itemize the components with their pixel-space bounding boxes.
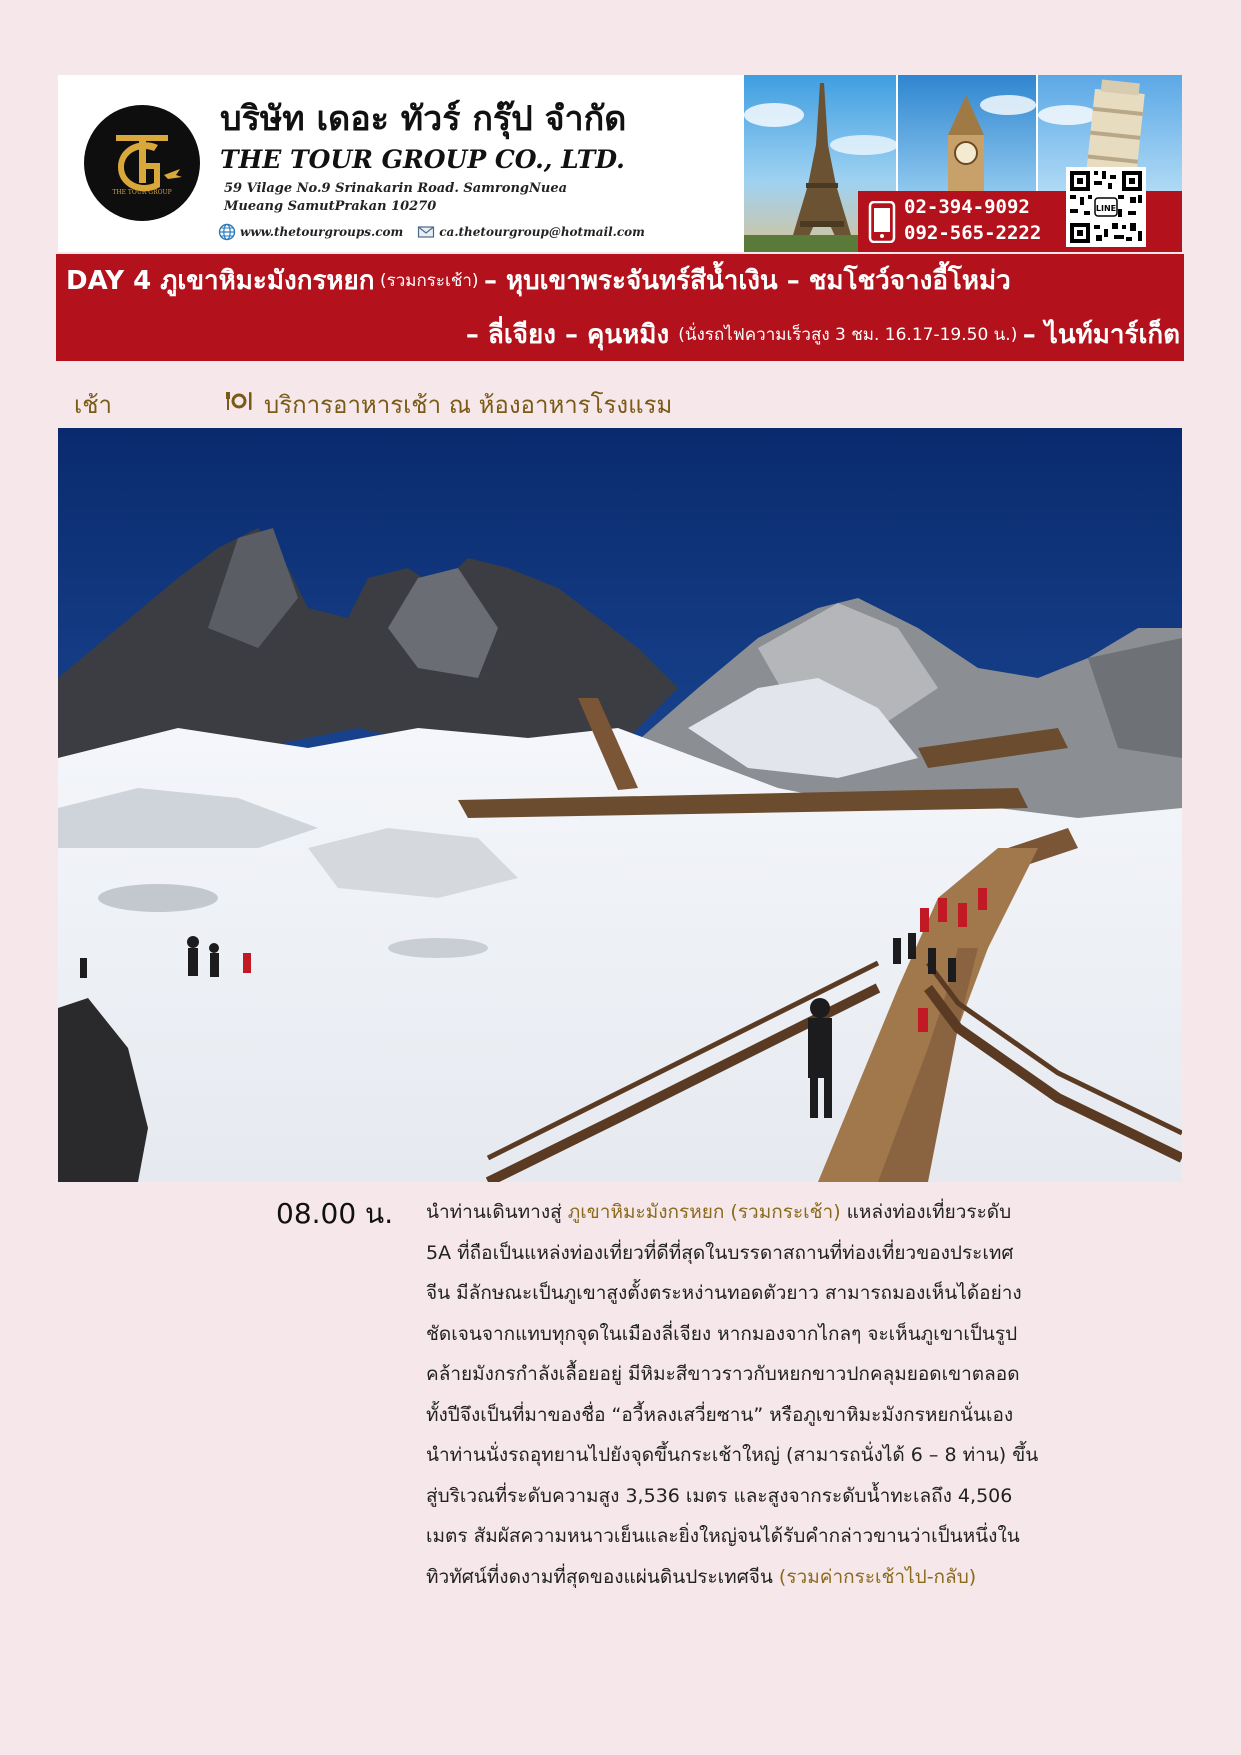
desc-line-3: จีน มีลักษณะเป็นภูเขาสูงตั้งตระหง่านทอดตัวยาว สามารถมองเห็นได้อย่าง xyxy=(426,1282,1022,1304)
day-title-line-2 xyxy=(56,307,1184,361)
desc-line-5: คล้ายมังกรกำลังเลื้อยอยู่ มีหิมะสีขาวราวกับหยกขาวปกคลุมยอดเขาตลอด xyxy=(426,1363,1020,1385)
address-line-1: 59 Vilage No.9 Srinakarin Road. SamrongNuea xyxy=(224,181,568,196)
company-name-thai: บริษัท เดอะ ทัวร์ กรุ๊ป จำกัด xyxy=(220,99,627,139)
landmark-photos xyxy=(744,75,1182,252)
desc-line-8: สู่บริเวณที่ระดับความสูง 3,536 เมตร และสูงจากระดับน้ำทะเลถึง 4,506 xyxy=(426,1484,1013,1507)
phone-number-2[interactable]: 092-565-2222 xyxy=(904,222,1042,244)
jade-dragon-snow-mountain-photo xyxy=(58,428,1182,1182)
day-title-2-prefix: – ลี่เจียง – คุนหมิง xyxy=(465,319,679,350)
day-title-prefix: DAY 4 ภูเขาหิมะมังกรหยก xyxy=(66,266,375,296)
company-logo xyxy=(84,105,200,221)
desc-line-10-a: ทิวทัศน์ที่งดงามที่สุดของแผ่นดินประเทศจีน xyxy=(426,1565,779,1588)
logo-caption: THE TOUR GROUP xyxy=(112,189,172,196)
desc-line-10 xyxy=(426,1557,1170,1598)
desc-line-2: 5A ที่ถือเป็นแหล่งท่องเที่ยวที่ดีที่สุดในบรรดาสถานที่ท่องเที่ยวของประเทศ xyxy=(426,1241,1014,1264)
day-title-note: (รวมกระเช้า) xyxy=(374,271,484,291)
email-link[interactable]: ca.thetourgroup@hotmail.com xyxy=(439,225,645,239)
cable-car-note: (รวมค่ากระเช้าไป-กลับ) xyxy=(778,1565,977,1588)
desc-line-1-b: แหล่งท่องเที่ยวระดับ xyxy=(840,1201,1012,1223)
line-qr-code[interactable] xyxy=(1066,167,1146,247)
desc-line-7: นำท่านนั่งรถอุทยานไปยังจุดขึ้นกระเช้าใหญ่ (สามารถนั่งได้ 6 – 8 ท่าน) ขึ้น xyxy=(426,1444,1039,1466)
globe-icon xyxy=(218,223,236,241)
dish-icon xyxy=(226,390,252,412)
company-name-en: THE TOUR GROUP CO., LTD. xyxy=(220,145,625,174)
phone-icon xyxy=(868,201,896,243)
desc-line-1-a: นำท่านเดินทางสู่ xyxy=(426,1201,568,1223)
schedule-time: 08.00 น. xyxy=(276,1197,394,1230)
website-link[interactable]: www.thetourgroups.com xyxy=(240,225,404,239)
desc-line-6: ทั้งปีจึงเป็นที่มาของชื่อ “อวี้หลงเสวี่ยซาน” หรือภูเขาหิมะมังกรหยกนั่นเอง xyxy=(426,1403,1014,1426)
desc-line-1 xyxy=(426,1192,1170,1233)
qr-label: LINE xyxy=(1095,204,1117,213)
logo-mark xyxy=(84,105,200,221)
meal-time-label: เช้า xyxy=(74,391,112,419)
attraction-highlight: ภูเขาหิมะมังกรหยก (รวมกระเช้า) xyxy=(567,1201,841,1223)
desc-line-4: ชัดเจนจากแทบทุกจุดในเมืองลี่เจียง หากมองจากไกลๆ จะเห็นภูเขาเป็นรูป xyxy=(426,1322,1018,1345)
company-header xyxy=(58,75,1182,252)
day-title-line-1 xyxy=(56,254,1184,307)
day-title-suffix: – หุบเขาพระจันทร์สีน้ำเงิน – ชมโชว์จางอี้โหม่ว xyxy=(483,266,1011,296)
address-line-2: Mueang SamutPrakan 10270 xyxy=(224,199,437,214)
day-title-2-suffix: – ไนท์มาร์เก็ต xyxy=(1022,319,1180,350)
phone-number-1[interactable]: 02-394-9092 xyxy=(904,196,1030,218)
mail-icon xyxy=(417,223,435,241)
meal-description: บริการอาหารเช้า ณ ห้องอาหารโรงแรม xyxy=(264,391,673,419)
contact-row xyxy=(218,223,645,241)
day-title-2-note: (นั่งรถไฟความเร็วสูง 3 ชม. 16.17-19.50 น.) xyxy=(678,324,1023,345)
desc-line-9: เมตร สัมผัสความหนาวเย็นและยิ่งใหญ่จนได้รับคำกล่าวขานว่าเป็นหนึ่งใน xyxy=(426,1525,1020,1547)
schedule-description xyxy=(426,1192,1170,1597)
